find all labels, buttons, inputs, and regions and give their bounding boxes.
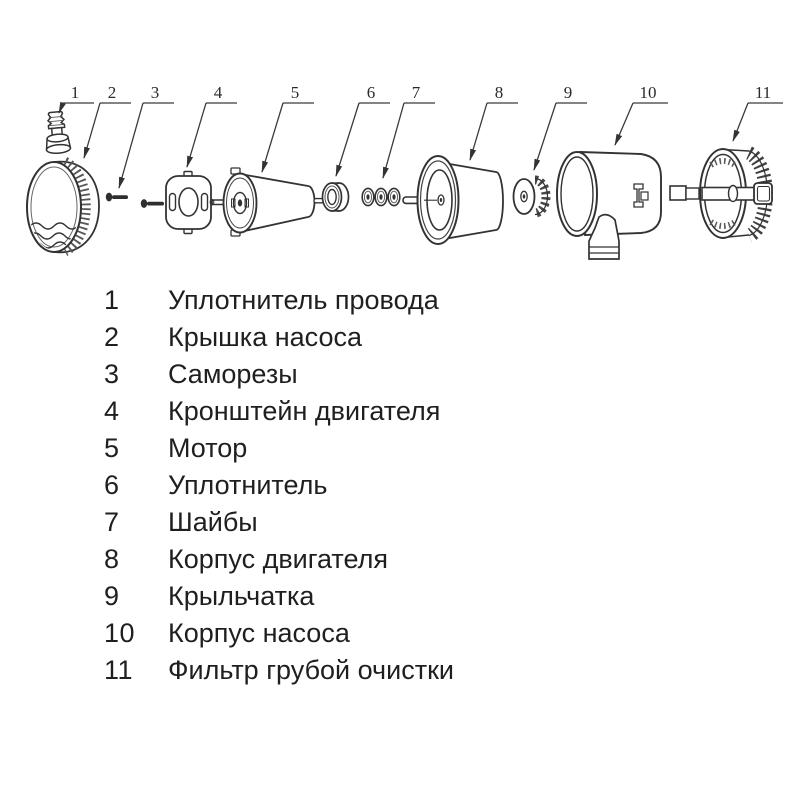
legend-label: Мотор bbox=[168, 433, 248, 463]
legend-number: 3 bbox=[104, 359, 120, 389]
callout-leader-9 bbox=[534, 103, 556, 170]
legend-row-2 bbox=[0, 319, 800, 356]
legend-number: 9 bbox=[104, 581, 120, 611]
filter-inlet-pipe bbox=[670, 186, 699, 200]
parts-legend bbox=[0, 282, 800, 689]
legend-label: Шайбы bbox=[168, 507, 258, 537]
legend-number: 8 bbox=[104, 544, 120, 574]
washer-1 bbox=[362, 188, 374, 205]
callout-leader-8 bbox=[470, 103, 487, 160]
legend-label: Саморезы bbox=[168, 359, 298, 389]
screw-1 bbox=[106, 193, 128, 202]
legend-label: Фильтр грубой очистки bbox=[168, 655, 454, 685]
part-pump-cover bbox=[27, 162, 99, 253]
legend-number: 7 bbox=[104, 507, 120, 537]
part-motor-housing bbox=[403, 156, 503, 244]
washer-2 bbox=[375, 188, 387, 205]
callout-leader-3 bbox=[119, 103, 143, 188]
legend-label: Крышка насоса bbox=[168, 322, 362, 352]
legend-row-9 bbox=[0, 578, 800, 615]
callout-number-4: 4 bbox=[213, 83, 223, 102]
legend-row-3 bbox=[0, 356, 800, 393]
callout-leader-2 bbox=[84, 103, 100, 158]
callout-number-5: 5 bbox=[290, 83, 300, 102]
screw-2 bbox=[141, 199, 164, 208]
legend-label: Крыльчатка bbox=[168, 581, 315, 611]
callout-number-8: 8 bbox=[494, 83, 504, 102]
callout-leader-5 bbox=[262, 103, 283, 172]
legend-row-8 bbox=[0, 541, 800, 578]
callout-number-7: 7 bbox=[411, 83, 421, 102]
legend-number: 2 bbox=[104, 322, 120, 352]
part-screws bbox=[106, 193, 164, 208]
legend-row-4 bbox=[0, 393, 800, 430]
part-filter bbox=[670, 149, 772, 238]
callout-leader-10 bbox=[615, 103, 633, 145]
legend-number: 5 bbox=[104, 433, 120, 463]
exploded-view-drawing bbox=[0, 0, 800, 300]
legend-label: Корпус насоса bbox=[168, 618, 350, 648]
callout-layer bbox=[59, 83, 783, 188]
callout-leader-6 bbox=[336, 103, 359, 176]
part-washers bbox=[362, 188, 400, 205]
callout-number-11: 11 bbox=[754, 83, 772, 102]
callout-number-3: 3 bbox=[150, 83, 160, 102]
callout-number-9: 9 bbox=[563, 83, 573, 102]
legend-number: 6 bbox=[104, 470, 120, 500]
legend-number: 10 bbox=[104, 618, 136, 648]
legend-row-5 bbox=[0, 430, 800, 467]
legend-row-7 bbox=[0, 504, 800, 541]
callout-number-6: 6 bbox=[366, 83, 376, 102]
part-motor bbox=[210, 168, 333, 236]
callout-number-2: 2 bbox=[107, 83, 117, 102]
legend-row-10 bbox=[0, 615, 800, 652]
legend-label: Уплотнитель bbox=[168, 470, 328, 500]
legend-label: Корпус двигателя bbox=[168, 544, 388, 574]
legend-label: Уплотнитель провода bbox=[168, 285, 439, 315]
part-cable-seal bbox=[43, 111, 70, 154]
legend-label: Кронштейн двигателя bbox=[168, 396, 441, 426]
callout-leader-11 bbox=[733, 103, 748, 141]
legend-row-1 bbox=[0, 282, 800, 319]
legend-number: 1 bbox=[104, 285, 120, 315]
part-impeller bbox=[514, 179, 548, 215]
callout-leader-7 bbox=[383, 103, 404, 178]
part-motor-bracket bbox=[166, 172, 211, 234]
part-seal bbox=[323, 183, 349, 211]
legend-row-11 bbox=[0, 652, 800, 689]
legend-number: 11 bbox=[104, 655, 134, 685]
washer-3 bbox=[388, 188, 400, 205]
callout-leader-4 bbox=[187, 103, 206, 167]
callout-number-1: 1 bbox=[70, 83, 80, 102]
callout-number-10: 10 bbox=[639, 83, 657, 102]
legend-number: 4 bbox=[104, 396, 120, 426]
legend-row-6 bbox=[0, 467, 800, 504]
part-pump-housing bbox=[557, 152, 661, 259]
